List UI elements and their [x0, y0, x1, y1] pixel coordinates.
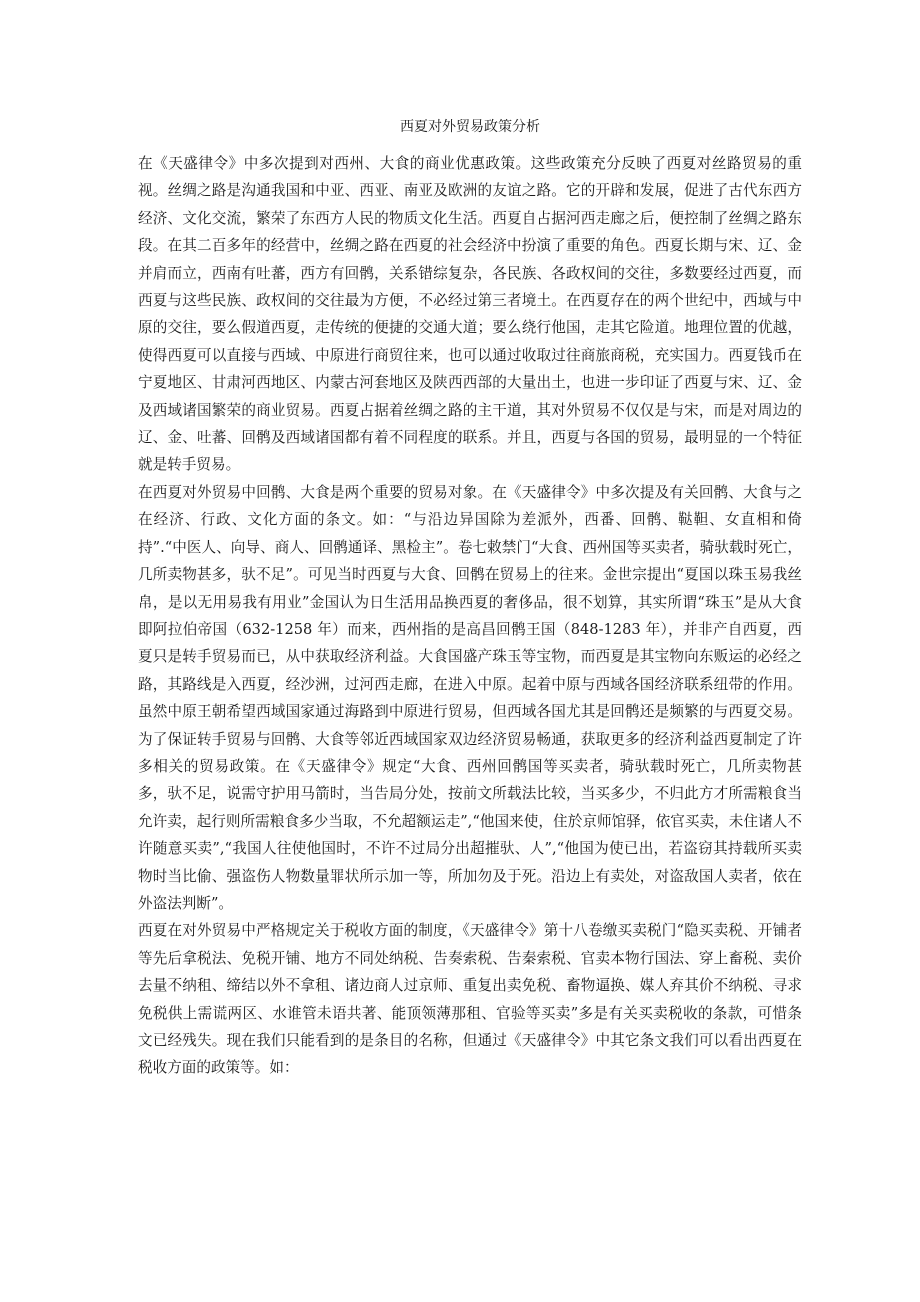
paragraph-2: 在西夏对外贸易中回鹘、大食是两个重要的贸易对象。在《天盛律令》中多次提及有关回鹘、大食与之在经济、行政、文化方面的条文。如：“与沿边异国除为差派外，西番、回鹘、鞑靼、女直相和倚持”.“中医人、向导、商人、回鹘通译、黑检主”。卷七敕禁门“大食、西州国等买卖者，骑驮载时死亡，几所卖物甚多，驮不足”。可见当时西夏与大食、回鹘在贸易上的往来。金世宗提出“夏国以珠玉易我丝帛，是以无用易我有用业”金国认为日生活用品换西夏的奢侈品，很不划算，其实所谓“珠玉”是从大食即阿拉伯帝国（632-1258 年）而来，西州指的是高昌回鹘王国（848-1283 年），并非产自西夏，西夏只是转手贸易而已，从中获取经济利益。大食国盛产珠玉等宝物，而西夏是其宝物向东贩运的必经之路，其路线是入西夏，经沙洲，过河西走廊，在进入中原。起着中原与西域各国经济联系纽带的作用。虽然中原王朝希望西域国家通过海路到中原进行贸易，但西域各国尤其是回鹘还是频繁的与西夏交易。为了保证转手贸易与回鹘、大食等邻近西域国家双边经济贸易畅通，获取更多的经济利益西夏制定了许多相关的贸易政策。在《天盛律令》规定“大食、西州回鹘国等买卖者，骑驮载时死亡，几所卖物甚多，驮不足，说需守护用马箭时，当告局分处，按前文所载法比较，当买多少，不归此方才所需粮食当允许卖，起行则所需粮食多少当取，不允超额运走”,“他国来使，住於京师馆驿，依官买卖，未住诸人不许随意买卖”,“我国人往使他国时，不许不过局分出超摧驮、人”,“他国为使已出，若盗窃其持载所买卖物时当比偷、强盗伤人物数量罪状所示加一等，所加勿及于死。沿边上有卖处，对盗敌国人卖者，依在外盗法判断”。 — [138, 483, 802, 912]
paragraph-1: 在《天盛律令》中多次提到对西州、大食的商业优惠政策。这些政策充分反映了西夏对丝路贸易的重视。丝绸之路是沟通我国和中亚、西亚、南亚及欧洲的友谊之路。它的开辟和发展，促进了古代东西方经济、文化交流，繁荣了东西方人民的物质文化生活。西夏自占据河西走廊之后，便控制了丝绸之路东段。在其二百多年的经营中，丝绸之路在西夏的社会经济中扮演了重要的角色。西夏长期与宋、辽、金并肩而立，西南有吐蕃，西方有回鹘，关系错综复杂，各民族、各政权间的交往，多数要经过西夏，而西夏与这些民族、政权间的交往最为方便，不必经过第三者境土。在西夏存在的两个世纪中，西域与中原的交往，要么假道西夏，走传统的便捷的交通大道；要么绕行他国，走其它险道。地理位置的优越，使得西夏可以直接与西域、中原进行商贸往来，也可以通过收取过往商旅商税，充实国力。西夏钱币在宁夏地区、甘肃河西地区、内蒙古河套地区及陕西西部的大量出土，也进一步印证了西夏与宋、辽、金及西域诸国繁荣的商业贸易。西夏占据着丝绸之路的主干道，其对外贸易不仅仅是与宋，而是对周边的辽、金、吐蕃、回鹘及西域诸国都有着不同程度的联系。并且，西夏与各国的贸易，最明显的一个特征就是转手贸易。 — [138, 155, 802, 474]
document-body — [138, 150, 802, 1082]
document-title: 西夏对外贸易政策分析 — [400, 119, 540, 135]
paragraph-3: 西夏在对外贸易中严格规定关于税收方面的制度，《天盛律令》第十八卷缴买卖税门“隐买卖税、开铺者等先后拿税法、免税开铺、地方不同处纳税、告奏索税、告秦索税、官卖本物行国法、穿上畜税、卖价去量不纳租、缔结以外不拿租、诸边商人过京师、重复出卖免税、畜物逼换、媒人弃其价不纳税、寻求免税供上需谎两区、水谁管未语共著、能顶领薄那租、官验等买卖”多是有关买卖税收的条款，可惜条文已经残失。现在我们只能看到的是条目的名称，但通过《天盛律令》中其它条文我们可以看出西夏在税收方面的政策等。如： — [138, 922, 802, 1077]
